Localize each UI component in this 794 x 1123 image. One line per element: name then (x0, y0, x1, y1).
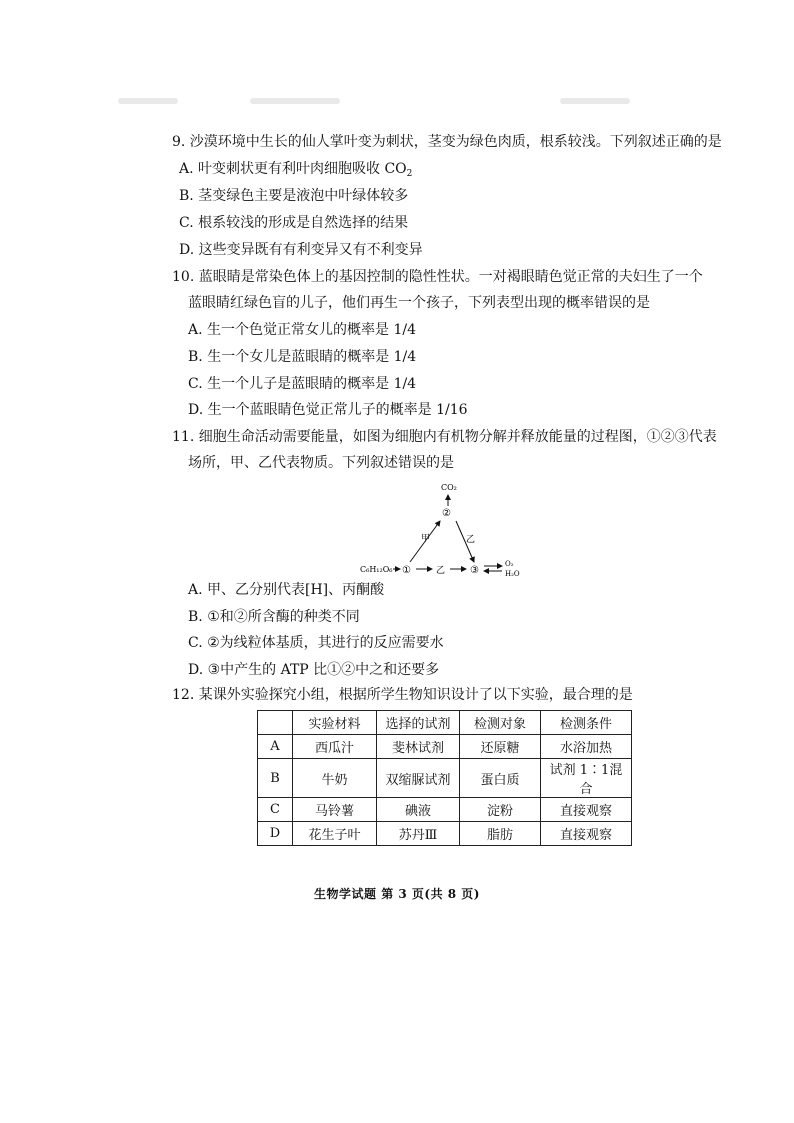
question-11-stem-cont: 场所，甲、乙代表物质。下列叙述错误的是 (188, 455, 454, 471)
option-a-text: A. 叶变刺状更有利叶肉细胞吸收 CO (179, 161, 407, 177)
table-cell: A (258, 735, 293, 759)
table-cell: 马铃薯 (293, 798, 377, 822)
table-header-cell: 检测对象 (460, 711, 541, 735)
table-cell: 试剂 1∶1混合 (541, 759, 632, 798)
table-cell: 直接观察 (541, 798, 632, 822)
question-11-option-a: A. 甲、乙分别代表[H]、丙酮酸 (188, 582, 385, 598)
question-10-option-a: A. 生一个色觉正常女儿的概率是 1/4 (188, 322, 416, 338)
table-header-cell: 选择的试剂 (377, 711, 460, 735)
table-row (258, 822, 632, 846)
table-cell: 双缩脲试剂 (377, 759, 460, 798)
table-cell: D (258, 822, 293, 846)
table-cell: 斐林试剂 (377, 735, 460, 759)
question-11-option-d: D. ③中产生的 ATP 比①②中之和还要多 (188, 662, 440, 678)
table-row (258, 759, 632, 798)
metabolism-diagram (360, 476, 540, 580)
question-10-stem-cont: 蓝眼睛红绿色盲的儿子，他们再生一个孩子，下列表型出现的概率错误的是 (188, 295, 650, 311)
question-12-stem: 12. 某课外实验探究小组，根据所学生物知识设计了以下实验，最合理的是 (172, 687, 633, 703)
table-cell: 还原糖 (460, 735, 541, 759)
question-9-option-a (179, 160, 412, 183)
table-cell: 碘液 (377, 798, 460, 822)
question-9-option-b: B. 茎变绿色主要是液泡中叶绿体较多 (179, 188, 409, 204)
question-11-option-b: B. ①和②所含酶的种类不同 (188, 609, 360, 625)
question-9-option-d: D. 这些变异既有有利变异又有不利变异 (179, 242, 423, 258)
scan-artifact (118, 98, 178, 104)
co2-label: CO₂ (441, 483, 457, 492)
table-row (258, 798, 632, 822)
scan-artifact (250, 98, 340, 104)
table-cell: B (258, 759, 293, 798)
subscript: 2 (406, 169, 413, 179)
scan-artifact (560, 98, 630, 104)
table-header-cell: 实验材料 (293, 711, 377, 735)
table-header-cell (258, 711, 293, 735)
table-cell: 蛋白质 (460, 759, 541, 798)
question-11-stem: 11. 细胞生命活动需要能量，如图为细胞内有机物分解并释放能量的过程图，①②③代表 (172, 429, 717, 445)
yi-top-label: 乙 (466, 535, 476, 545)
site-1-label: ① (402, 565, 411, 576)
o2-label: O₂ (505, 560, 514, 568)
question-10-option-b: B. 生一个女儿是蓝眼睛的概率是 1/4 (188, 349, 417, 365)
yi-mid-label: 乙 (436, 566, 446, 576)
question-9-stem: 9. 沙漠环境中生长的仙人掌叶变为刺状，茎变为绿色肉质，根系较浅。下列叙述正确的是 (172, 134, 722, 150)
table-cell: 牛奶 (293, 759, 377, 798)
question-10-stem: 10. 蓝眼睛是常染色体上的基因控制的隐性性状。一对褐眼睛色觉正常的夫妇生了一个 (172, 269, 703, 285)
table-row (258, 735, 632, 759)
table-cell: 西瓜汁 (293, 735, 377, 759)
table-cell: 花生子叶 (293, 822, 377, 846)
experiment-table (257, 710, 632, 846)
table-cell: 苏丹Ⅲ (377, 822, 460, 846)
question-10-option-d: D. 生一个蓝眼睛色觉正常儿子的概率是 1/16 (188, 402, 468, 418)
h2o-label: H₂O (505, 570, 520, 578)
table-cell: 直接观察 (541, 822, 632, 846)
page-footer: 生物学试题 第 3 页(共 8 页) (314, 887, 480, 901)
glucose-label: C₆H₁₂O₆ (360, 565, 393, 574)
table-cell: C (258, 798, 293, 822)
table-cell: 淀粉 (460, 798, 541, 822)
table-header-row (258, 711, 632, 735)
question-11-option-c: C. ②为线粒体基质，其进行的反应需要水 (188, 635, 444, 651)
question-9-option-c: C. 根系较浅的形成是自然选择的结果 (179, 215, 409, 231)
site-2-label: ② (442, 508, 451, 519)
table-cell: 脂肪 (460, 822, 541, 846)
table-header-cell: 检测条件 (541, 711, 632, 735)
arrow-site1-to-site2 (410, 521, 440, 562)
table-cell: 水浴加热 (541, 735, 632, 759)
site-3-label: ③ (470, 565, 479, 576)
question-10-option-c: C. 生一个儿子是蓝眼睛的概率是 1/4 (188, 376, 417, 392)
jia-label: 甲 (421, 534, 431, 544)
